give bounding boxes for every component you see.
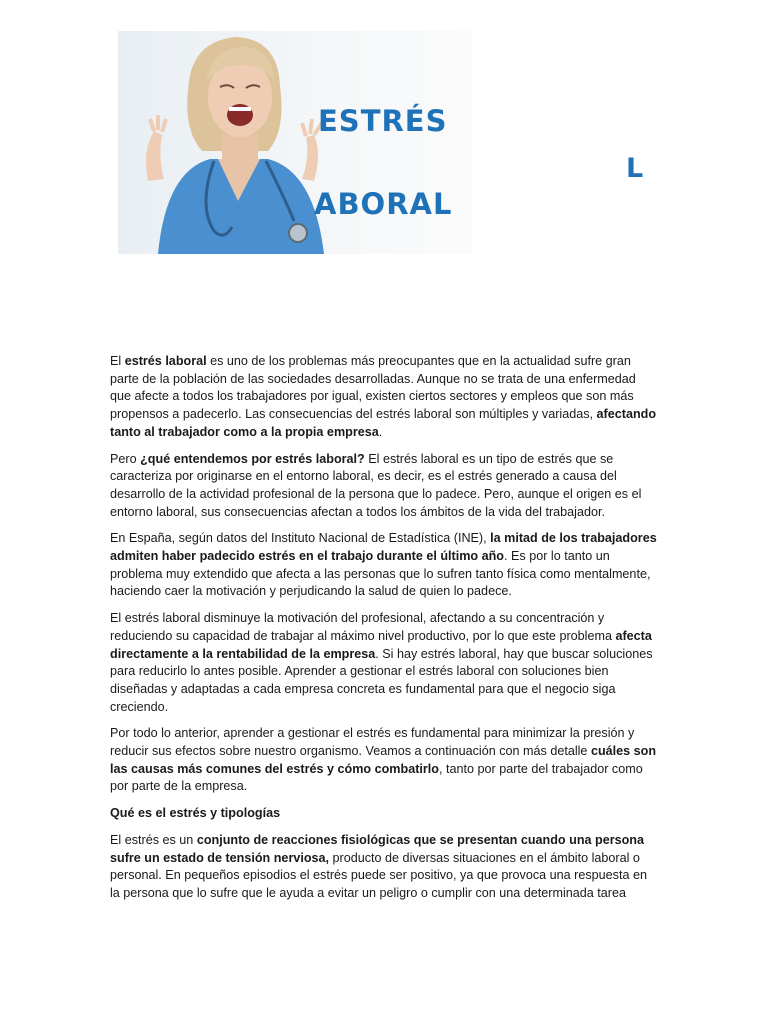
paragraph-3 [110,530,658,601]
text-run: En España, según datos del Instituto Nacional de Estadística (INE), [110,531,491,546]
paragraph-6 [110,832,658,903]
bold-run: estrés laboral [124,354,207,368]
hero-title-line2: ABORAL [314,187,453,221]
hero-image [118,31,472,254]
bold-run: conjunto de reacciones fisiológicas que se presentan cuando una persona sufre un estado de tensión nerviosa, [110,832,645,865]
text-run: . [378,424,383,439]
bold-run: afecta directamente a la rentabilidad de la empresa [110,628,652,661]
text-run: El [110,354,125,368]
section-heading [110,805,658,823]
text-run: El estrés laboral disminuye la motivación del profesional, afectando a su concentración y reduciendo su capacidad de trabajar al máximo nivel productivo, por lo que este problema [110,611,616,643]
hero-title-line1: ESTRÉS [318,104,448,138]
paragraph-5 [110,725,658,796]
bold-run: cuáles son las causas más comunes del estrés y cómo combatirlo [110,744,657,776]
bold-run: la mitad de los trabajadores admiten haber padecido estrés en el trabajo durante el último año [110,531,657,564]
paragraph-2 [110,451,658,522]
bold-run: afectando tanto al trabajador como a la propia empresa [110,407,657,439]
text-run: . Es por lo tanto un problema muy extendido que afecta a las personas que lo sufren tanto física como mentalmente, haciendo caer la motivación y perjudicando la salud de quien lo padece. [110,549,651,599]
bold-run: ¿qué entendemos por estrés laboral? [140,451,365,466]
stray-title-letter: L [626,153,644,184]
text-run: Por todo lo anterior, aprender a gestionar el estrés es fundamental para minimizar la presión y reducir sus efectos sobre nuestro organismo. Veamos a continuación con más detalle [110,726,635,759]
text-run: El estrés laboral es un tipo de estrés que se caracteriza por originarse en el entorno laboral, es decir, es el estrés generado a causa del desarrollo de la actividad profesional de la persona que lo padece. Pero, aunque el origen es el entorno laboral, sus consecuencias afectan a todos los ámbitos de la vida del trabajador. [110,451,642,519]
text-run: El estrés es un [110,832,197,847]
paragraph-4 [110,610,658,716]
text-run: , tanto por parte del trabajador como por parte de la empresa. [110,761,643,794]
text-run: . Si hay estrés laboral, hay que buscar soluciones para reducirlo lo antes posible. Aprender a gestionar el estrés laboral con soluciones bien diseñadas y adaptadas a cada empresa concreta es fundamental para que el negocio siga creciendo. [110,646,653,714]
text-run: es uno de los problemas más preocupantes que en la actualidad sufre gran parte de la población de las sociedades desarrolladas. Aunque no se trata de una enfermedad que afecte a todos los trabajadores por igual, existen ciertos sectores y empleos que son más propensos a padecerlo. Las consecuencias del estrés laboral son múltiples y variadas, [110,354,636,422]
article-body [110,353,658,912]
text-run: Pero [110,451,141,466]
text-run: producto de diversas situaciones en el ámbito laboral o personal. En pequeños episodios el estrés puede ser positivo, ya que provoca una respuesta en la persona que lo sufre que le ayuda a evitar un peligro o cumplir con una determinada tarea [110,850,647,900]
heading-text: Qué es el estrés y tipologías [110,806,281,821]
paragraph-1 [110,353,658,442]
